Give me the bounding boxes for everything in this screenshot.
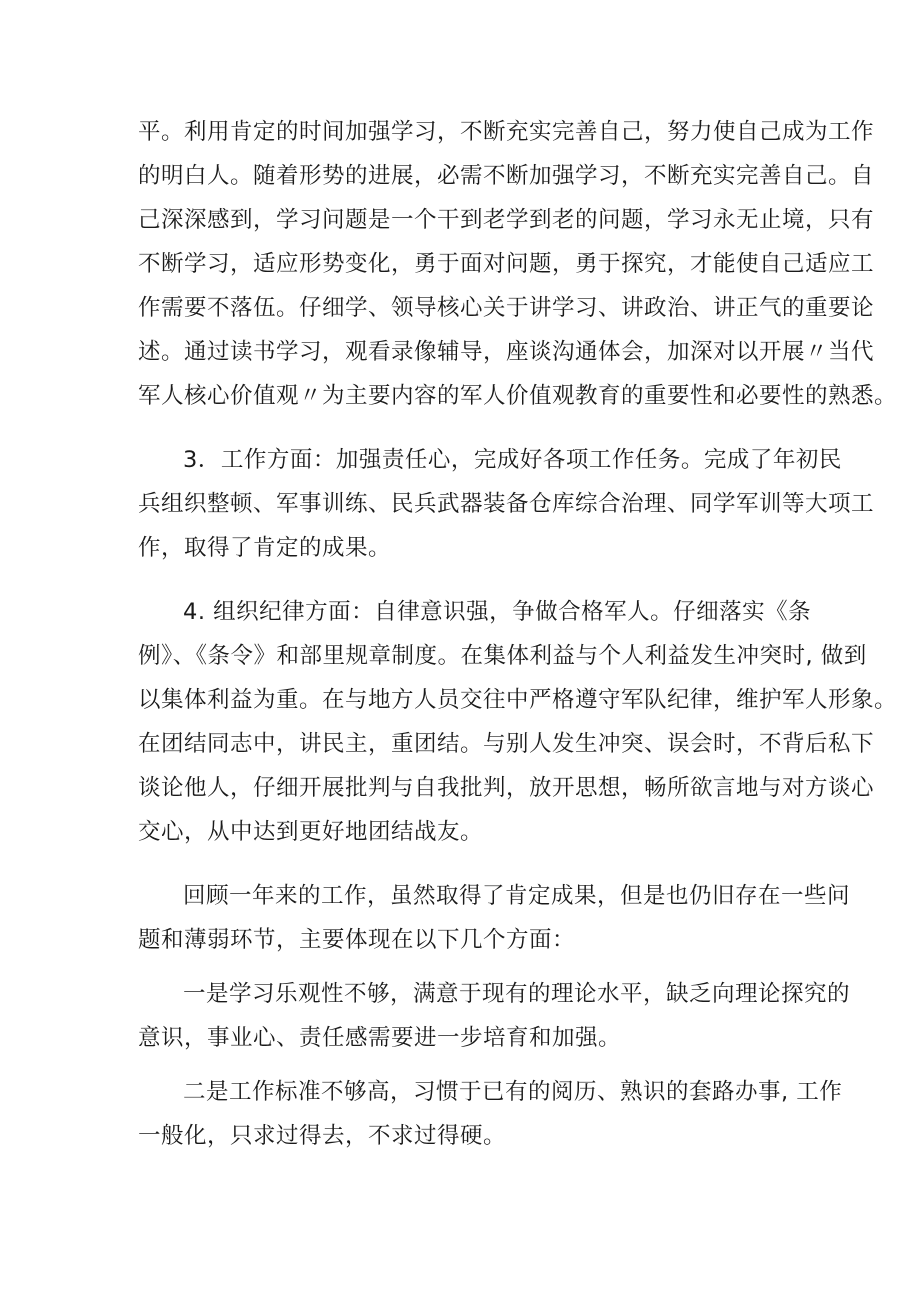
text-line: 交心，从中达到更好地团结战友。	[138, 819, 484, 845]
text-line: 意识，事业心、责任感需要进一步培育和加强。	[138, 1025, 622, 1051]
text-line: 一是学习乐观性不够，满意于现有的理论水平，缺乏向理论探究的	[183, 981, 851, 1007]
paragraph-problem-two	[138, 1070, 843, 1158]
text-line: 不断学习，适应形势变化，勇于面对问题，勇于探究，才能使自己适应工	[138, 251, 875, 277]
text-line: 3．工作方面：加强责任心，完成好各项工作任务。完成了年初民	[183, 447, 842, 473]
text-line: 平。利用肯定的时间加强学习，不断充实完善自己，努力使自己成为工作	[138, 119, 875, 145]
text-line: 题和薄弱环节，主要体现在以下几个方面：	[138, 927, 576, 953]
text-line: 兵组织整顿、军事训练、民兵武器装备仓库综合治理、同学军训等大项工	[138, 491, 875, 517]
text-line: 谈论他人，仔细开展批判与自我批判，放开思想，畅所欲言地与对方谈心	[138, 775, 875, 801]
text-line: 作，取得了肯定的成果。	[138, 535, 392, 561]
text-line: 4. 组织纪律方面：自律意识强，争做合格军人。仔细落实《条	[183, 599, 812, 625]
paragraph-review	[138, 874, 851, 962]
body-text	[138, 110, 898, 1158]
paragraph-problem-one	[138, 972, 851, 1060]
text-line: 例》、《条令》和部里规章制度。在集体利益与个人利益发生冲突时, 做到	[138, 643, 867, 669]
text-line: 己深深感到，学习问题是一个干到老学到老的问题，学习永无止境，只有	[138, 207, 875, 233]
paragraph-study-continued	[138, 110, 898, 418]
text-line: 回顾一年来的工作，虽然取得了肯定成果，但是也仍旧存在一些问	[183, 883, 851, 909]
text-line: 一般化，只求过得去，不求过得硬。	[138, 1123, 507, 1149]
text-line: 以集体利益为重。在与地方人员交往中严格遵守军队纪律，维护军人形象。	[138, 687, 898, 713]
text-line: 作需要不落伍。仔细学、领导核心关于讲学习、讲政治、讲正气的重要论	[138, 295, 875, 321]
paragraph-discipline	[138, 590, 898, 854]
text-line: 在团结同志中，讲民主，重团结。与别人发生冲突、误会时，不背后私下	[138, 731, 875, 757]
text-line: 二是工作标准不够高，习惯于已有的阅历、熟识的套路办事, 工作	[183, 1079, 843, 1105]
paragraph-work	[138, 438, 875, 570]
text-line: 述。通过读书学习，观看录像辅导，座谈沟通体会，加深对以开展〃当代	[138, 339, 875, 365]
text-line: 的明白人。随着形势的进展，必需不断加强学习，不断充实完善自己。自	[138, 163, 875, 189]
text-line: 军人核心价值观〃为主要内容的军人价值观教育的重要性和必要性的熟悉。	[138, 383, 898, 409]
